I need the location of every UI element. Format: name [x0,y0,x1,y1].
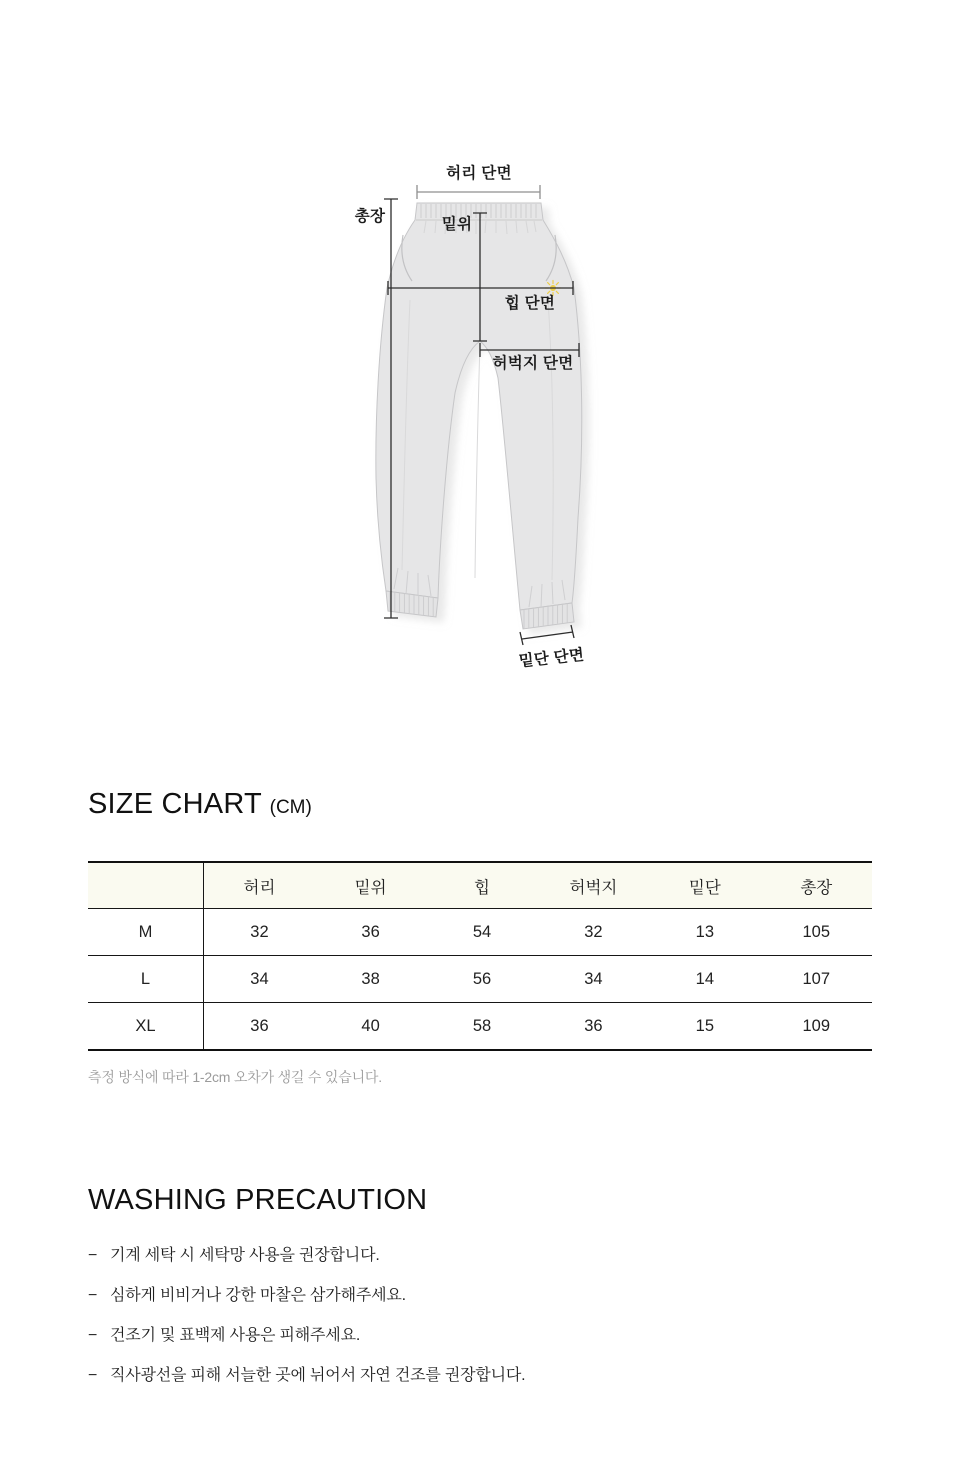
size-diagram [340,140,640,680]
value-cell: 38 [361,969,380,988]
length-label: 총장 [354,208,386,225]
dash-bullet: − [88,1247,98,1264]
value-cell: 13 [695,922,714,941]
rise-label: 밑위 [441,216,473,233]
dash-bullet: − [88,1367,98,1384]
value-cell: 15 [695,1016,714,1035]
value-cell: 14 [695,969,714,988]
value-cell: 40 [361,1016,380,1035]
washing-item-text: 건조기 및 표백제 사용은 피해주세요. [110,1327,361,1344]
list-item [88,1287,872,1304]
hem-label: 밑단 단면 [517,646,586,671]
tolerance-note: 측정 방식에 따라 1-2cm 오차가 생길 수 있습니다. [88,1069,382,1085]
size-chart-title-text: SIZE CHART [88,788,262,820]
size-cell: M [88,909,204,956]
value-cell: 32 [584,922,603,941]
value-cell: 56 [472,969,492,988]
value-cell: 36 [361,922,380,941]
list-item [88,1367,872,1384]
col-header-length: 총장 [761,862,872,909]
table-row-xl [88,1003,872,1051]
value-cell: 34 [250,969,269,988]
washing-title: WASHING PRECAUTION [88,1184,428,1216]
hip-label: 힙 단면 [504,295,556,312]
size-cell: L [88,956,204,1003]
size-column-header [88,862,204,909]
value-cell: 105 [802,922,831,941]
size-cell: XL [88,1003,204,1051]
value-cell: 32 [250,922,269,941]
waist-label: 허리 단면 [446,165,512,182]
value-cell: 107 [802,969,831,988]
size-chart-section [88,790,872,1087]
value-cell: 109 [802,1016,831,1035]
washing-item-text: 기계 세탁 시 세탁망 사용을 권장합니다. [110,1247,380,1264]
washing-item-text: 심하게 비비거나 강한 마찰은 삼가해주세요. [110,1287,406,1304]
value-cell: 36 [584,1016,603,1035]
value-cell: 58 [472,1016,492,1035]
value-cell: 36 [250,1016,269,1035]
washing-list [88,1247,872,1384]
washing-item-text: 직사광선을 피해 서늘한 곳에 뉘어서 자연 건조를 권장합니다. [110,1367,526,1384]
washing-section [88,1186,872,1407]
waist-measure-line [417,185,540,199]
dash-bullet: − [88,1287,98,1304]
table-row-l [88,956,872,1003]
size-chart-header-row [88,862,872,909]
table-row-m [88,909,872,956]
col-header-thigh: 허벅지 [538,862,649,909]
col-header-rise: 밑위 [315,862,426,909]
dash-bullet: − [88,1327,98,1344]
sweatpants-diagram-svg [340,140,640,680]
value-cell: 54 [472,922,492,941]
value-cell: 34 [584,969,603,988]
list-item [88,1247,872,1264]
col-header-hem: 밑단 [649,862,760,909]
col-header-hip: 힙 [426,862,537,909]
size-chart-unit: (CM) [269,797,312,818]
sweatpants-illustration [376,203,582,629]
col-header-waist: 허리 [204,862,315,909]
size-chart-title [88,790,872,819]
list-item [88,1327,872,1344]
thigh-label: 허벅지 단면 [492,355,574,372]
size-chart-table [88,861,872,1051]
